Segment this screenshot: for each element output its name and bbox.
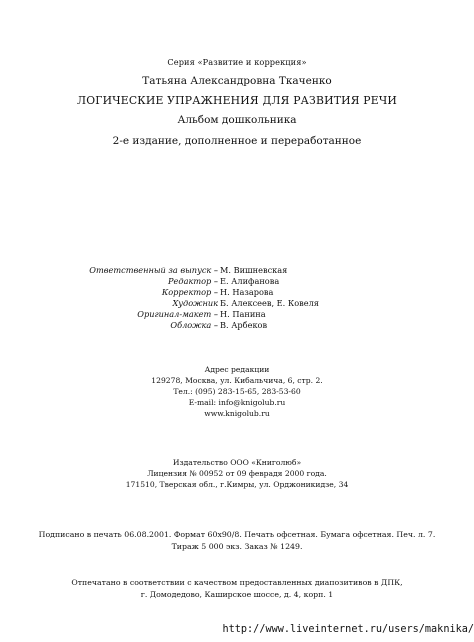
author-name: Татьяна Александровна Ткаченко	[142, 75, 332, 87]
address-street: 129278, Москва, ул. Кибальчича, 6, стр. 2.	[151, 376, 323, 385]
credit-label: Корректор –	[161, 287, 218, 297]
edition-line: 2-е издание, дополненное и переработанное	[112, 135, 362, 147]
credit-name: Н. Панина	[220, 309, 266, 319]
publisher-name: Издательство ООО «Книголюб»	[172, 458, 302, 467]
publisher-license: Лицензия № 00952 от 09 феврадя 2000 года.	[147, 469, 327, 478]
credit-label: Оригинал-макет –	[137, 309, 218, 319]
book-subtitle: Альбом дошкольника	[177, 114, 297, 126]
quality-line-2: г. Домодедово, Каширское шоссе, д. 4, корп. 1	[140, 590, 334, 599]
address-website: www.knigolub.ru	[204, 409, 270, 418]
credit-name: М. Вишневская	[220, 265, 288, 275]
credit-label: Обложка –	[170, 320, 218, 330]
credit-label: Редактор –	[168, 276, 218, 286]
credit-name: Б. Алексеев, Е. Ковеля	[220, 298, 319, 308]
watermark-url: http://www.liveinternet.ru/users/maknika/	[222, 624, 474, 635]
credit-name: Н. Назарова	[220, 287, 274, 297]
quality-line-1: Отпечатано в соответствии с качеством предоставленных диапозитивов в ДПК,	[71, 578, 403, 587]
credit-row	[0, 319, 474, 331]
printing-line-1: Подписано в печать 06.08.2001. Формат 60х90/8. Печать офсетная. Бумага офсетная. Печ. л. 7.	[38, 530, 436, 539]
printing-line-2: Тираж 5 000 экз. Заказ № 1249.	[171, 542, 303, 551]
credit-label: Художник	[172, 298, 218, 308]
address-phone: Тел.: (095) 283-15-65, 283-53-60	[173, 387, 301, 396]
book-title: ЛОГИЧЕСКИЕ УПРАЖНЕНИЯ ДЛЯ РАЗВИТИЯ РЕЧИ	[76, 94, 397, 107]
credit-name: Е. Алифанова	[220, 276, 280, 286]
address-email: E-mail: info@knigolub.ru	[188, 398, 286, 407]
credit-label: Ответственный за выпуск –	[89, 265, 218, 275]
series-line: Серия «Развитие и коррекция»	[167, 57, 307, 67]
credit-name: В. Арбеков	[220, 320, 268, 330]
address-heading: Адрес редакции	[204, 365, 270, 374]
publisher-location: 171510, Тверская обл., г.Кимры, ул. Орджоникидзе, 34	[125, 480, 349, 489]
